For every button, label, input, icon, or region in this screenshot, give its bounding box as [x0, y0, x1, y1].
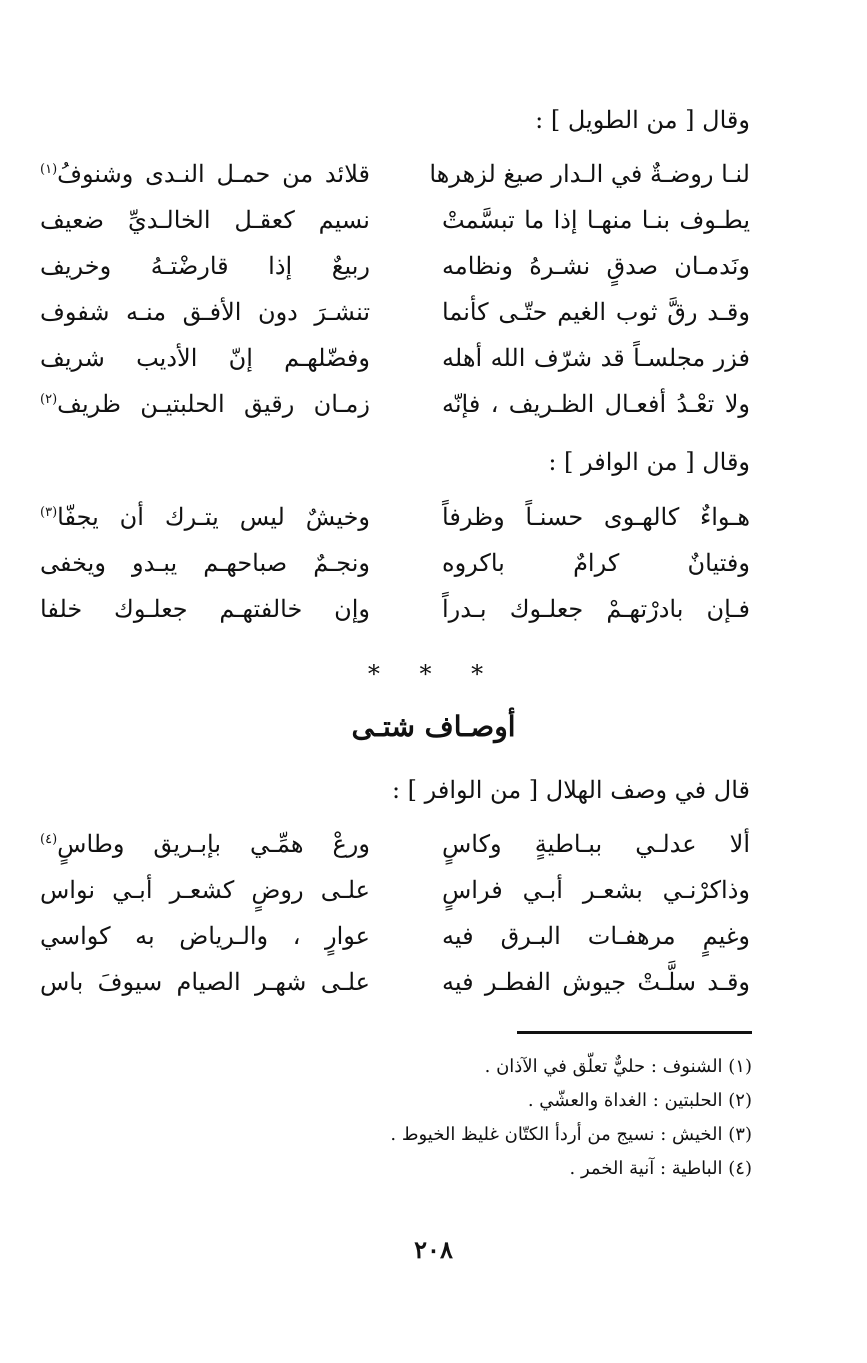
verse-second-hemistich [40, 160, 370, 188]
verse-line [40, 390, 750, 434]
verse-line [40, 252, 750, 296]
verse-line [40, 595, 750, 639]
verse-second-hemistich: وفضّلهـم إنّ الأديب شريف [40, 344, 370, 372]
footnote-item: (٤) الباطية : آنية الخمر . [569, 1158, 752, 1179]
footnote-reference: (٤) [40, 832, 58, 847]
verse-first-hemistich: فـإن بادرْتهـمْ جعلـوك بـدراً [442, 595, 750, 623]
verse-first-hemistich: ونَدمـان صدقٍ نشـرهُ ونظامه [442, 252, 750, 280]
verse-second-hemistich: عوارٍ ، والـرياض به كواسي [40, 922, 370, 950]
verse-line [40, 160, 750, 204]
section-divider: * * * [367, 660, 500, 688]
footnote-item: (٢) الحلبتين : الغداة والعشّي . [527, 1090, 752, 1111]
verse-line [40, 298, 750, 342]
footnote-separator [517, 1031, 752, 1034]
hemistich-text: وخيشٌ ليس يتـرك أن يجفّا [57, 503, 370, 531]
verse-line [40, 503, 750, 547]
verse-first-hemistich: يطـوف بنـا منهـا إذا ما تبسَّمتْ [442, 206, 750, 234]
verse-first-hemistich: وذاكرْنـي بشعـر أبـي فراسٍ [442, 876, 750, 904]
verse-line [40, 549, 750, 593]
hemistich-text: زمـان رقيق الحلبتيـن ظريف [57, 390, 370, 418]
page-number: ٢٠٨ [414, 1235, 453, 1264]
verse-first-hemistich: فزر مجلسـاً قد شرّف الله أهله [442, 344, 750, 372]
verse-second-hemistich: نسيم كعقـل الخالـديِّ ضعيف [40, 206, 370, 234]
verse-first-hemistich: لنـا روضـةٌ في الـدار صيغ لزهرها [429, 160, 750, 188]
verse-first-hemistich: وقـد سلَّـتْ جيوش الفطـر فيه [442, 968, 750, 996]
verse-first-hemistich: وفتيانٌ كرامٌ باكروه [442, 549, 750, 577]
footnotes [390, 1050, 752, 1186]
verse-second-hemistich [40, 390, 370, 418]
verse-line [40, 344, 750, 388]
verse-line [40, 876, 750, 920]
verse-first-hemistich: ولا تعْـدُ أفعـال الظـريف ، فإنّه [442, 390, 750, 418]
poem-intro: وقال [ من الطويل ] : [535, 106, 750, 134]
footnote-reference: (٣) [40, 505, 58, 520]
poem-intro: قال في وصف الهلال [ من الوافر ] : [391, 776, 750, 804]
verse-first-hemistich: ألا عدلـي ببـاطيةٍ وكاسٍ [442, 830, 750, 858]
verse-second-hemistich: ونجـمٌ صباحهـم يبـدو ويخفى [40, 549, 370, 577]
hemistich-text: قلائد من حمـل النـدى وشنوفُ [57, 160, 370, 188]
verse-second-hemistich [40, 830, 370, 858]
section-heading: أوصـاف شتـى [351, 710, 516, 743]
verse-second-hemistich: ربيعٌ إذا قارضْتـهُ وخريف [40, 252, 370, 280]
footnote-reference: (٢) [40, 392, 58, 407]
verse-first-hemistich: وقـد رقَّ ثوب الغيم حتّـى كأنما [442, 298, 750, 326]
poem-intro: وقال [ من الوافر ] : [548, 448, 750, 476]
verse-second-hemistich: وإن خالفتهـم جعلـوك خلفا [40, 595, 370, 623]
footnote-reference: (١) [40, 162, 58, 177]
verse-line [40, 922, 750, 966]
verse-first-hemistich: وغيمٍ مرهفـات البـرق فيه [442, 922, 750, 950]
footnote-item: (١) الشنوف : حليٌّ تعلّق في الآذان . [484, 1056, 752, 1077]
hemistich-text: ورعْ همِّـي بإبـريق وطاسٍ [57, 830, 370, 858]
verse-second-hemistich: علـى روضٍ كشعـر أبـي نواس [40, 876, 370, 904]
verse-line [40, 206, 750, 250]
verse-second-hemistich: علـى شهـر الصيام سيوفَ باس [40, 968, 370, 996]
footnote-item: (٣) الخيش : نسيج من أردأ الكتّان غليظ الخيوط . [390, 1124, 752, 1145]
verse-first-hemistich: هـواءٌ كالهـوى حسنـاً وظرفاً [442, 503, 750, 531]
verse-line [40, 830, 750, 874]
verse-second-hemistich [40, 503, 370, 531]
verse-line [40, 968, 750, 1012]
verse-second-hemistich: تنشـرَ دون الأفـق منـه شفوف [40, 298, 370, 326]
